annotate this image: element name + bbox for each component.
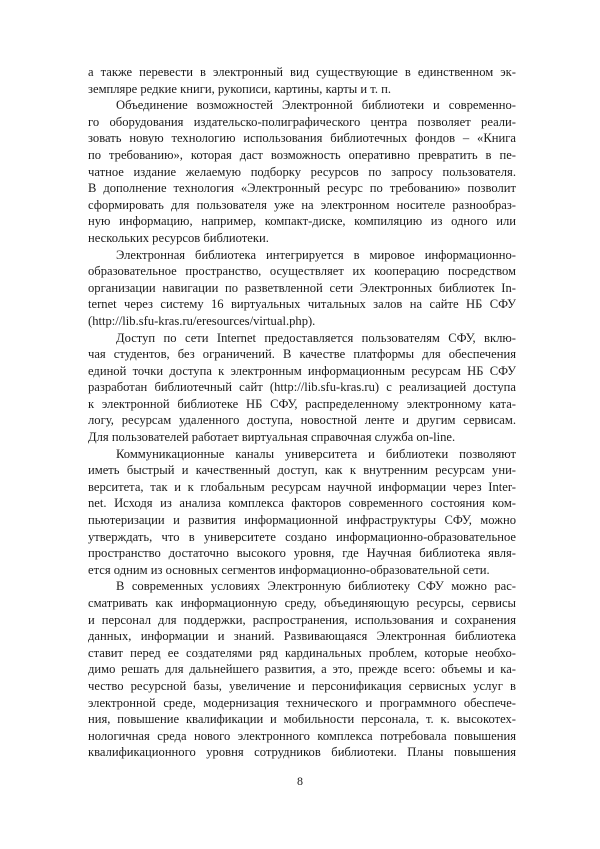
- paragraph: [88, 97, 516, 246]
- text-line: димо решать для дальнейшего развития, а это, прежде всего: объемы и ка-: [88, 662, 516, 677]
- text-line: ternet через систему 16 виртуальных читальных залов на сайте НБ СФУ: [88, 297, 516, 312]
- text-line: данных, информации и знаний. Развивающаяся Электронная библиотека: [88, 629, 516, 644]
- text-line: образовательное пространство, осуществляет их кооперацию посредством: [88, 264, 516, 279]
- text-line: сматривать как информационную среду, объединяющую ресурсы, сервисы: [88, 596, 516, 610]
- paragraph: [88, 247, 516, 330]
- text-line: единой точки доступа к электронным информационным ресурсам НБ СФУ: [88, 363, 516, 378]
- text-line: разработан библиотечный сайт (http://lib.sfu-kras.ru) с реализацией доступа: [88, 380, 516, 395]
- text-line: и персонал для поддержки, распространения, использования и сохранения: [88, 612, 516, 627]
- text-line: к электронной библиотеке НБ СФУ, распределенному электронному ката-: [88, 396, 516, 411]
- text-line: чая студентов, без ограничений. В качестве платформы для обеспечения: [88, 347, 516, 362]
- text-line: электронной среде, модернизация технического и программного обеспече-: [88, 695, 516, 710]
- text-line: пьютеризации и развития информационной инфраструктуры СФУ, можно: [88, 513, 516, 528]
- text-line: чатное издание желаемую подборку ресурсов по запросу пользователя.: [88, 164, 516, 179]
- text-line: по требованию», которая даст возможность оперативно превратить в пе-: [88, 147, 516, 162]
- text-line: ется одним из основных сегментов информационно-образовательной сети.: [88, 562, 490, 577]
- text-line: Объединение возможностей Электронной библиотеки и современно-: [116, 98, 516, 113]
- document-body: [88, 64, 516, 761]
- text-line: ставит перед ее создателями ряд кардинальных проблем, которые необхо-: [88, 645, 516, 660]
- paragraph: [88, 578, 516, 761]
- text-line: сформировать для пользователя уже на электронном носителе разнообраз-: [88, 197, 516, 212]
- text-line: верситета, так и к глобальным ресурсам научной информации через Inter-: [88, 479, 516, 494]
- text-line: (http://lib.sfu-kras.ru/eresources/virtual.php).: [88, 313, 316, 328]
- text-line: иметь быстрый и качественный доступ, как к внутренним ресурсам уни-: [88, 463, 516, 478]
- text-line: а также перевести в электронный вид существующие в единственном эк-: [88, 65, 516, 79]
- paragraph: [88, 330, 516, 446]
- text-line: чество ресурсной базы, увеличение и персонификация сервисных услуг в: [88, 678, 516, 693]
- text-line: квалификационного уровня сотрудников библиотеки. Планы повышения: [88, 745, 516, 760]
- text-line: В дополнение технология «Электронный ресурс по требованию» позволит: [88, 181, 516, 196]
- text-line: В современных условиях Электронную библиотеку СФУ можно рас-: [116, 579, 516, 594]
- text-line: Для пользователей работает виртуальная справочная служба on-line.: [88, 430, 456, 445]
- text-line: го оборудования издательско-полиграфического центра позволяет реали-: [88, 114, 516, 129]
- text-line: организации навигации по разветвленной сети Электронных библиотек In-: [88, 280, 516, 295]
- text-line: Электронная библиотека интегрируется в мировое информационно-: [116, 247, 516, 262]
- paragraph: [88, 446, 516, 579]
- text-line: ния, повышение квалификации и мобильности персонала, т. к. высокотех-: [88, 712, 516, 727]
- text-line: зовать новую технологию использования библиотечных фондов – «Книга: [88, 131, 516, 146]
- text-line: ную информацию, например, компакт-диске, компиляцию из одного или: [88, 214, 516, 229]
- text-line: net. Исходя из анализа комплекса факторов современного состояния ком-: [88, 496, 516, 511]
- paragraph: [88, 64, 516, 97]
- text-line: Доступ по сети Internet предоставляется пользователям СФУ, вклю-: [116, 330, 516, 345]
- text-line: логу, ресурсам удаленного доступа, новостной ленте и другим сервисам.: [88, 413, 516, 428]
- text-line: утверждать, что в университете создано информационно-образовательное: [88, 529, 516, 544]
- text-line: нологичная среда нового электронного комплекса потребовала повышения: [88, 728, 516, 743]
- page-number: 8: [297, 774, 303, 788]
- text-line: пространство достаточно высокого уровня, где Научная библиотека явля-: [88, 546, 516, 561]
- text-line: земпляре редкие книги, рукописи, картины, карты и т. п.: [88, 81, 391, 96]
- text-line: Коммуникационные каналы университета и библиотеки позволяют: [116, 446, 516, 461]
- text-line: нескольких ресурсов библиотеки.: [88, 230, 269, 245]
